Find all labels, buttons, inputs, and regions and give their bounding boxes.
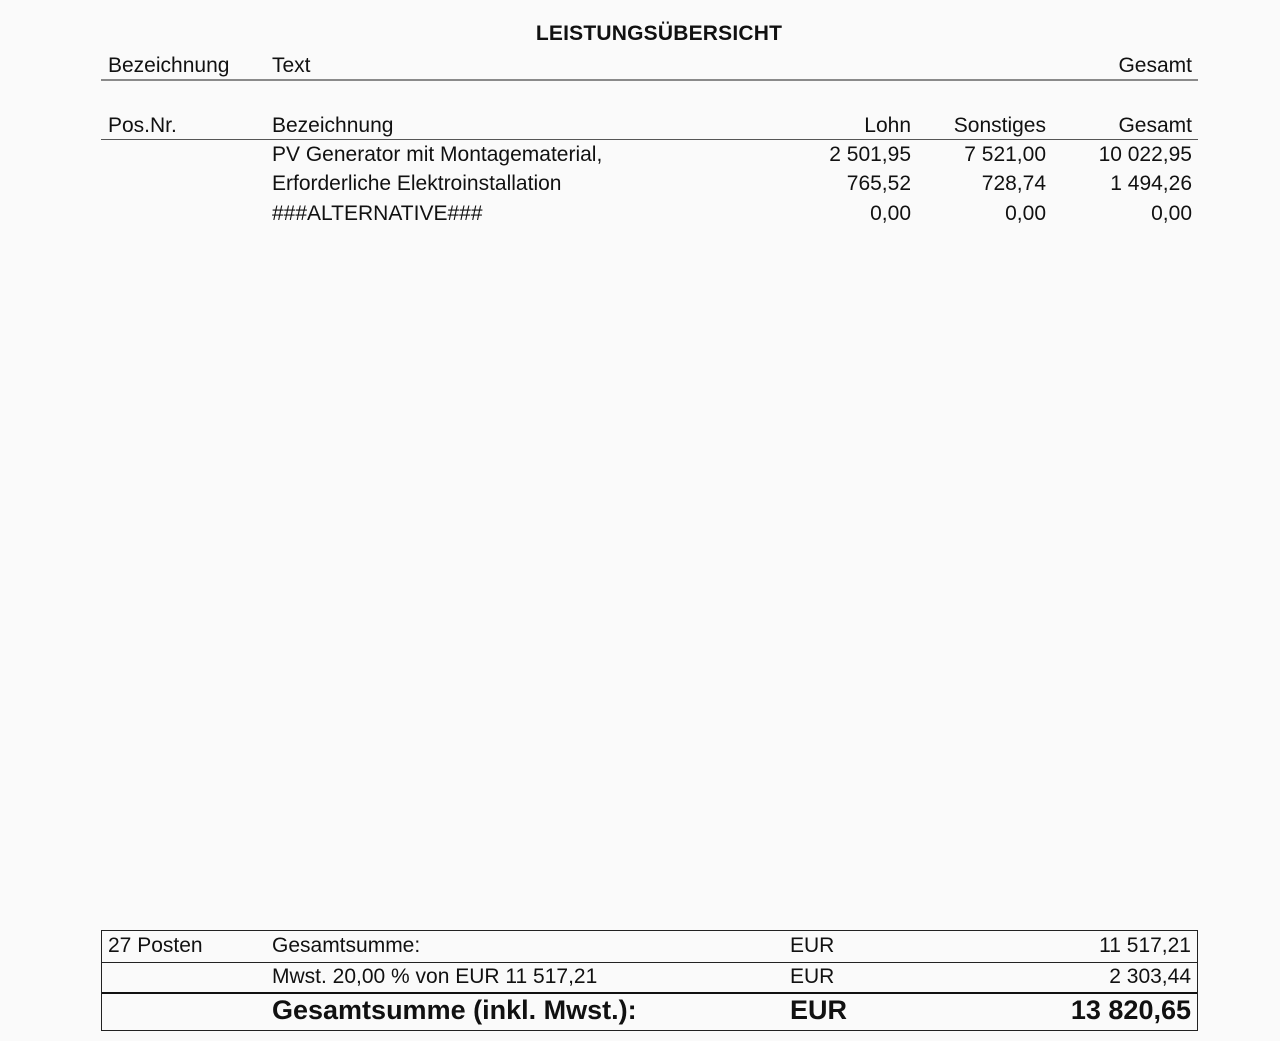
totals-row-vat xyxy=(102,962,1197,993)
row-sonstiges: 0,00 xyxy=(1005,202,1046,225)
posten-count: 27 Posten xyxy=(108,934,203,957)
sum-currency: EUR xyxy=(790,934,835,957)
totals-row-sum xyxy=(102,931,1197,962)
row-lohn: 765,52 xyxy=(846,172,911,195)
vat-value: 2 303,44 xyxy=(1109,965,1191,988)
summary-header-bezeichnung: Bezeichnung xyxy=(108,54,230,77)
row-sonstiges: 7 521,00 xyxy=(964,143,1046,166)
row-sonstiges: 728,74 xyxy=(981,172,1046,195)
summary-header-gesamt: Gesamt xyxy=(1118,54,1192,77)
grand-total-value: 13 820,65 xyxy=(1070,995,1191,1025)
detail-header-divider xyxy=(101,139,1198,140)
totals-row-grand xyxy=(102,992,1197,1032)
summary-header-text: Text xyxy=(272,54,311,77)
vat-currency: EUR xyxy=(790,965,835,988)
summary-header-divider xyxy=(101,79,1198,81)
detail-header-lohn: Lohn xyxy=(864,114,911,137)
grand-total-label: Gesamtsumme (inkl. Mwst.): xyxy=(272,995,637,1025)
detail-header-bezeichnung: Bezeichnung xyxy=(272,114,394,137)
sum-value: 11 517,21 xyxy=(1099,934,1191,957)
row-gesamt: 10 022,95 xyxy=(1098,143,1192,166)
grand-total-currency: EUR xyxy=(790,995,848,1025)
row-bezeichnung: PV Generator mit Montagematerial, xyxy=(272,143,603,166)
row-gesamt: 1 494,26 xyxy=(1110,172,1192,195)
detail-header-pos: Pos.Nr. xyxy=(108,114,177,137)
vat-label: Mwst. 20,00 % von EUR 11 517,21 xyxy=(272,965,598,988)
row-lohn: 0,00 xyxy=(870,202,911,225)
detail-header-sonstiges: Sonstiges xyxy=(953,114,1046,137)
sum-label: Gesamtsumme: xyxy=(272,934,421,957)
totals-box xyxy=(101,930,1198,1031)
detail-header-gesamt: Gesamt xyxy=(1118,114,1192,137)
row-gesamt: 0,00 xyxy=(1151,202,1192,225)
row-bezeichnung: Erforderliche Elektroinstallation xyxy=(272,172,562,195)
row-bezeichnung: ###ALTERNATIVE### xyxy=(272,202,483,225)
page-title: LEISTUNGSÜBERSICHT xyxy=(535,22,783,45)
row-lohn: 2 501,95 xyxy=(829,143,911,166)
